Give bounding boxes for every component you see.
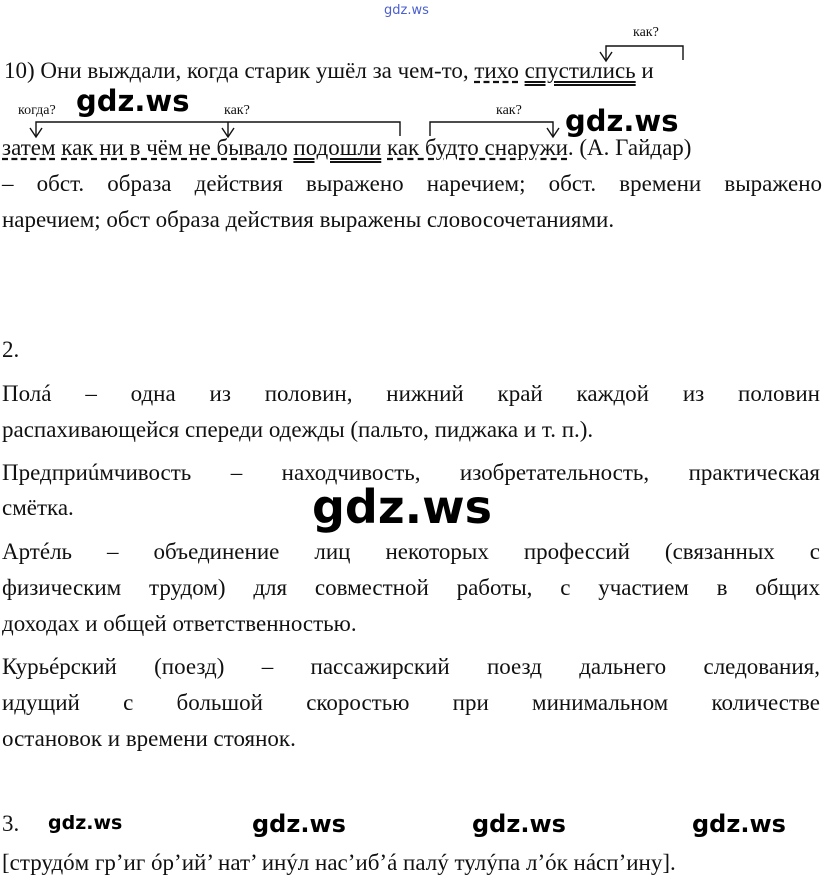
- text: и: [635, 58, 654, 83]
- predicate-underlined: спустились: [524, 58, 636, 83]
- watermark-center: gdz.ws: [312, 480, 492, 534]
- watermark: gdz.ws: [48, 812, 123, 834]
- definition-line: смётка.: [2, 495, 74, 520]
- question-label: как?: [224, 103, 250, 118]
- watermark: gdz.ws: [252, 810, 346, 838]
- phrase-underlined: как будто снаружи: [387, 135, 568, 160]
- question-label: когда?: [18, 103, 56, 118]
- task2-number: 2.: [2, 337, 20, 362]
- question-label: как?: [496, 103, 522, 118]
- definition-line: Курьéрский (поезд) – пассажирский поезд дальнего следования,: [2, 654, 820, 679]
- watermark: gdz.ws: [692, 810, 786, 838]
- text: . (А. Гайдар): [567, 135, 692, 160]
- predicate-underlined: подошли: [293, 135, 382, 160]
- definition-line: идущий с большой скоростью при минимальном количестве: [2, 690, 820, 715]
- definition-line: Предприúмчивость – находчивость, изобретательность, практическая: [2, 460, 820, 485]
- task10-line2: [2, 133, 822, 163]
- definition-line: доходах и общей ответственностью.: [2, 611, 357, 636]
- definition-line: распахивающейся спереди одежды (пальто, пиджака и т. п.).: [2, 417, 594, 442]
- task3-transcription: [струдóм гр’иг óр’ий’ нат’ инýл нас’иб’á палý тулýпа л’óк нáсп’ину].: [2, 850, 676, 875]
- watermark: gdz.ws: [472, 810, 566, 838]
- watermark: gdz.ws: [76, 84, 190, 118]
- task10-line3: – обст. образа действия выражено наречием; обст. времени выражено: [2, 171, 822, 196]
- task3-number: 3.: [2, 811, 20, 836]
- definition-line: Полá – одна из половин, нижний край каждой из половин: [2, 381, 820, 406]
- question-label: как?: [633, 25, 659, 40]
- adverb-underlined: затем: [2, 135, 56, 160]
- phrase-underlined: как ни в чём не бывало: [61, 135, 288, 160]
- task10-line4: наречием; обст образа действия выражены словосочетаниями.: [2, 207, 615, 232]
- watermark-top: gdz.ws: [384, 3, 429, 18]
- adverb-underlined: тихо: [474, 58, 519, 83]
- definition-line: физическим трудом) для совместной работы, с участием в общих: [2, 575, 820, 600]
- definition-line: Артéль – объединение лиц некоторых профессий (связанных с: [2, 539, 820, 564]
- definition-line: остановок и времени стоянок.: [2, 726, 296, 751]
- task10-line1: [4, 56, 814, 86]
- watermark: gdz.ws: [565, 104, 679, 138]
- text: 10) Они выждали, когда старик ушёл за чем-то,: [4, 58, 475, 83]
